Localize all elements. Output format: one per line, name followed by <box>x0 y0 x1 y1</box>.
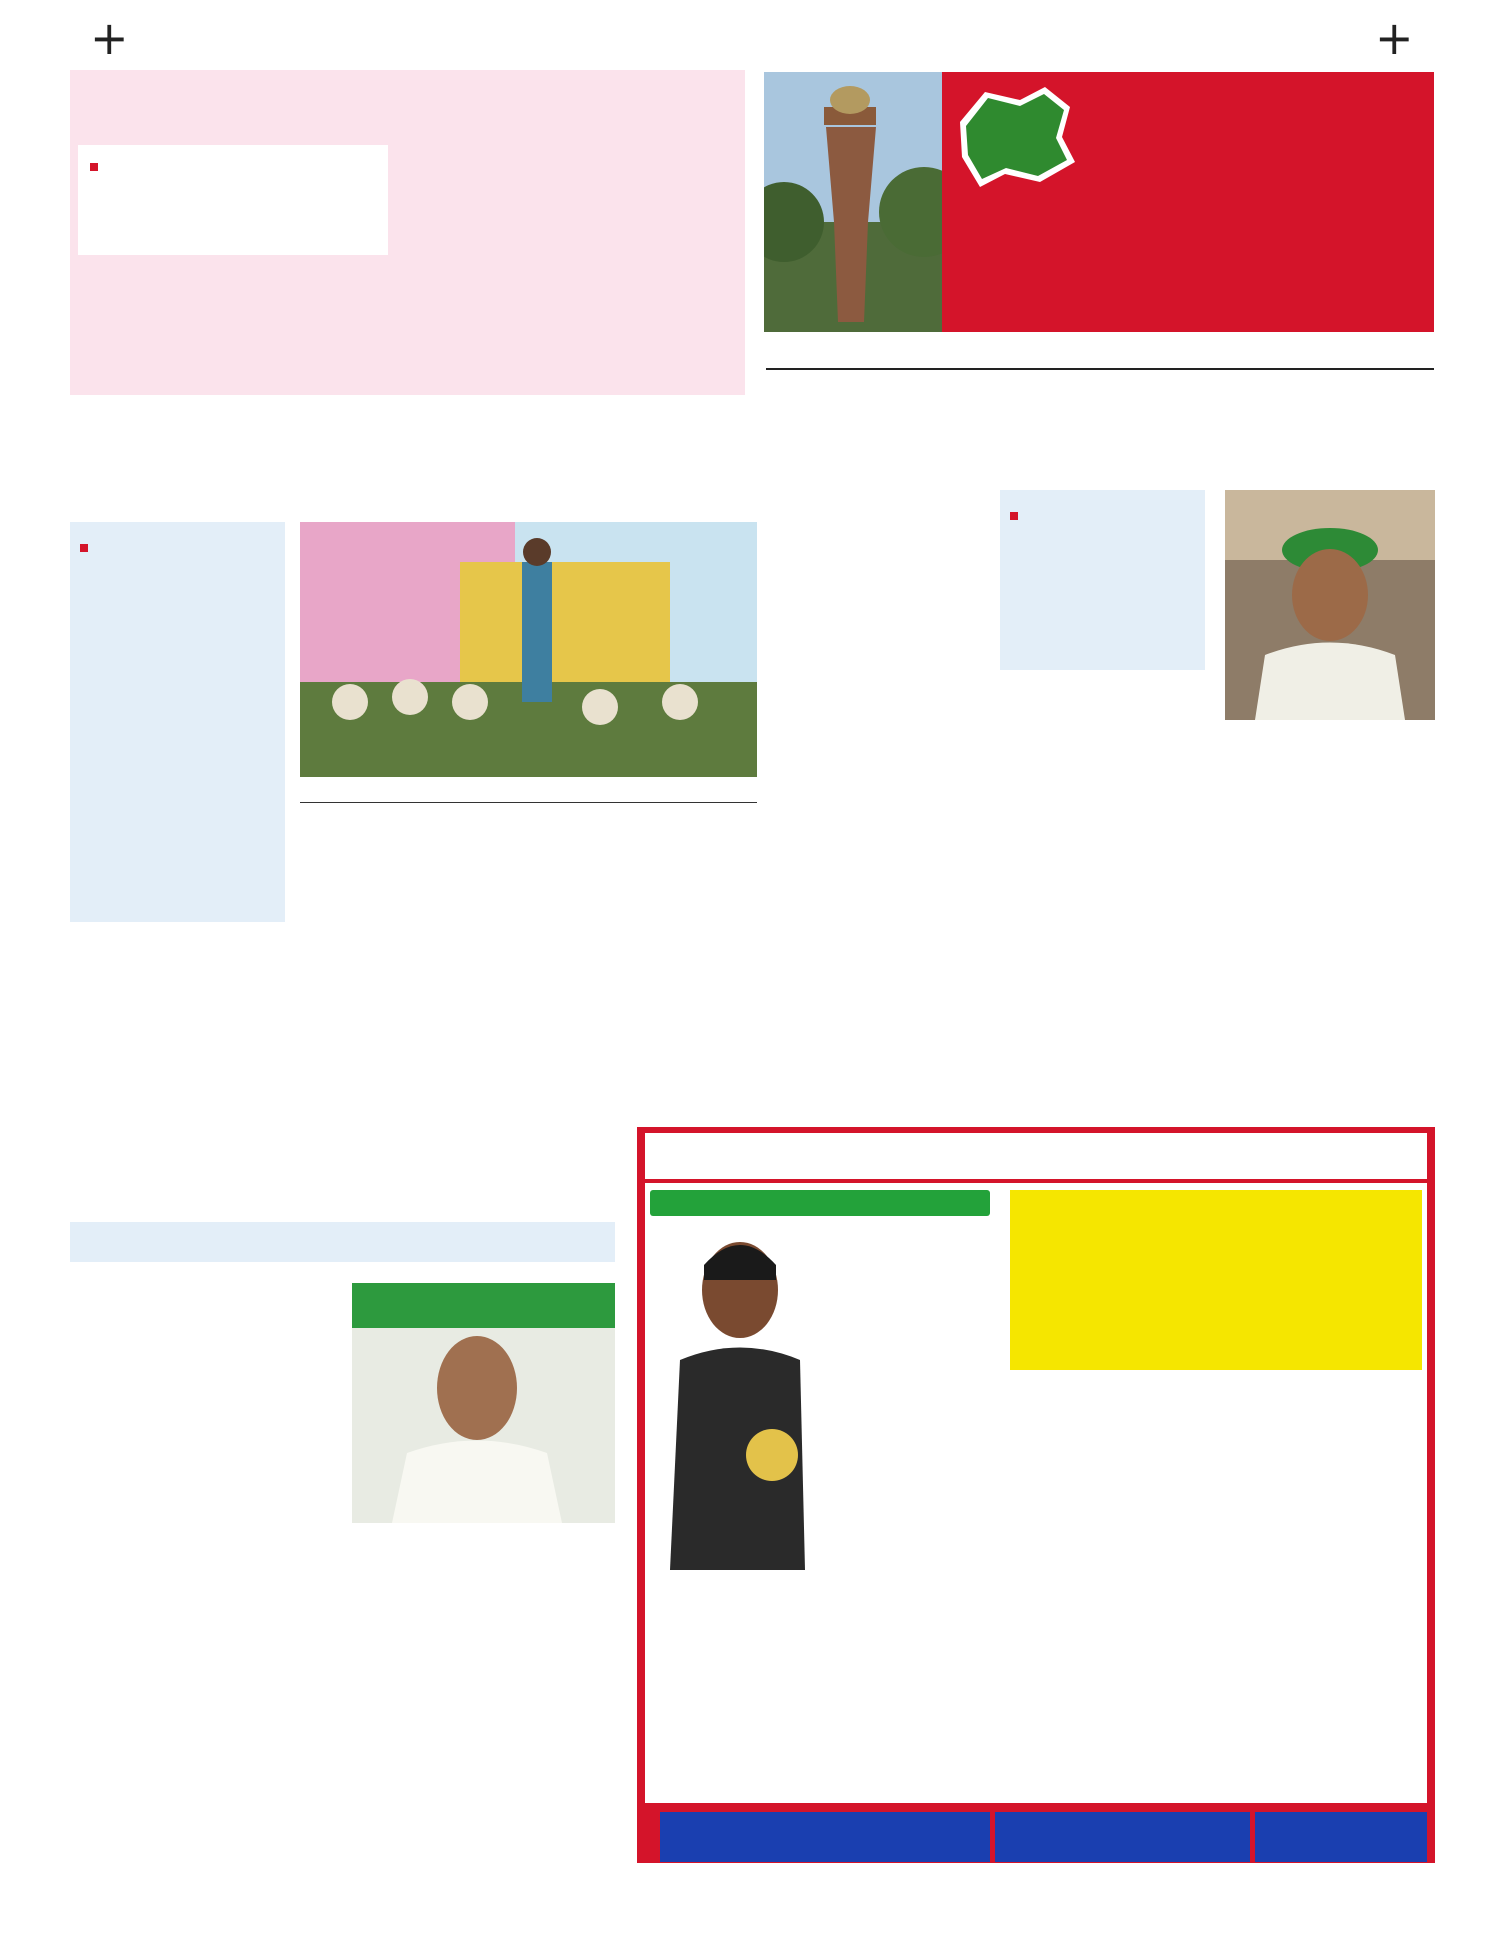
story2-bullet-box <box>70 522 285 922</box>
masthead-monument-photo <box>764 72 942 332</box>
ad-top4-panel <box>1010 1375 1422 1565</box>
ad-top-banner <box>645 1133 1427 1179</box>
registration-mark-left: + <box>90 11 129 65</box>
ad-green-banner <box>650 1190 990 1216</box>
ad-banner-number <box>645 1137 649 1175</box>
rally-illustration <box>300 522 757 777</box>
monument-illustration <box>764 72 942 332</box>
ad-students-row <box>645 1570 1427 1812</box>
story3-minister-photo <box>1225 490 1435 720</box>
story3-bullet-box <box>1000 490 1205 670</box>
telangana-map-icon <box>950 82 1080 192</box>
story1-bullet-box <box>78 145 388 255</box>
ad-longterm-box <box>1255 1812 1427 1862</box>
minister-illustration <box>1225 490 1435 720</box>
registration-mark-right: + <box>1375 11 1414 65</box>
story2-photo-rule <box>300 802 757 803</box>
masthead-rule <box>766 368 1434 370</box>
harish-rao-illustration <box>352 1283 615 1523</box>
ad-years-bars <box>1010 1190 1422 1370</box>
story2-rally-photo <box>300 522 757 777</box>
ad-congrats-box <box>660 1812 990 1862</box>
ad-stats-box <box>995 1812 1250 1862</box>
story4-subhead <box>70 1222 615 1262</box>
ad-hero-student-photo <box>660 1225 810 1570</box>
hero-student-illustration <box>660 1225 810 1570</box>
story4-minister-photo <box>352 1283 615 1523</box>
